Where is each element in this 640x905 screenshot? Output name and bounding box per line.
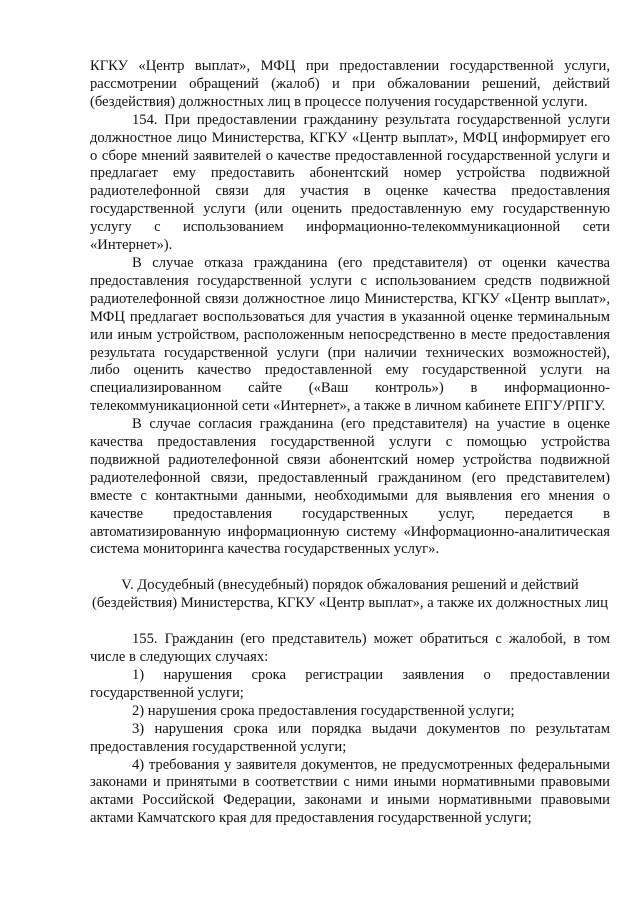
section-heading-v: V. Досудебный (внесудебный) порядок обжалования решений и действий (бездействия) Министерства, КГКУ «Центр выплат», а также их должностных лиц (92, 577, 608, 612)
paragraph-154: 154. При предоставлении гражданину результата государственной услуги должностное лицо Министерства, КГКУ «Центр выплат», МФЦ информирует его о сборе мнений заявителей о качестве предоставленной государственной услуги и предлагает ему предоставить абонентский номер устройства подвижной радиотелефонной связи для участия в оценке качества предоставления государственной услуги (или оценить предоставленную ему государственную услугу с использованием информационно-телекоммуникационной сети «Интернет»). (90, 111, 610, 254)
paragraph-continuation: КГКУ «Центр выплат», МФЦ при предоставлении государственной услуги, рассмотрении обращений (жалоб) и при обжаловании решений, действий (бездействия) должностных лиц в процессе получения государственной услуги. (90, 58, 610, 110)
paragraph-155: 155. Гражданин (его представитель) может обратиться с жалобой, в том числе в следующих случаях: (90, 631, 610, 666)
paragraph-154-consent: В случае согласия гражданина (его представителя) на участие в оценке качества предоставления государственной услуги с помощью устройства подвижной радиотелефонной связи абонентский номер устройства подвижной радиотелефонной связи, предоставленный гражданином (его представителем) вместе с контактными данными, необходимыми для выявления его мнения о качестве предоставления государственных услуг, передается в автоматизированную информационную систему «Информационно-аналитическая система мониторинга качества государственных услуг». (90, 416, 610, 558)
paragraph-154-refusal: В случае отказа гражданина (его представителя) от оценки качества предоставления государственной услуги с использованием средств подвижной радиотелефонной связи должностное лицо Министерства, КГКУ «Центр выплат», МФЦ предлагает воспользоваться для участия в указанной оценке терминальным или иным устройством, расположенным непосредственно в месте предоставления результата государственной услуги (при наличии технических возможностей), либо оценить качество предоставленной ему государственной услуги на специализированном сайте («Ваш контроль») в информационно-телекоммуникационной сети «Интернет», а также в личном кабинете ЕПГУ/РПГУ. (90, 254, 610, 415)
spacer (90, 559, 610, 577)
document-body (90, 58, 610, 828)
list-item-155-3: 3) нарушения срока или порядка выдачи документов по результатам предоставления государственной услуги; (90, 720, 610, 755)
spacer (90, 613, 610, 631)
list-item-155-2: 2) нарушения срока предоставления государственной услуги; (132, 702, 515, 719)
list-item-155-4: 4) требования у заявителя документов, не предусмотренных федеральными законами и принятыми в соответствии с ними иными нормативными правовыми актами Российской Федерации, законами и иными нормативными правовыми актами Камчатского края для предоставления государственной услуги; (90, 756, 610, 827)
list-item-155-1: 1) нарушения срока регистрации заявления о предоставлении государственной услуги; (90, 667, 610, 701)
